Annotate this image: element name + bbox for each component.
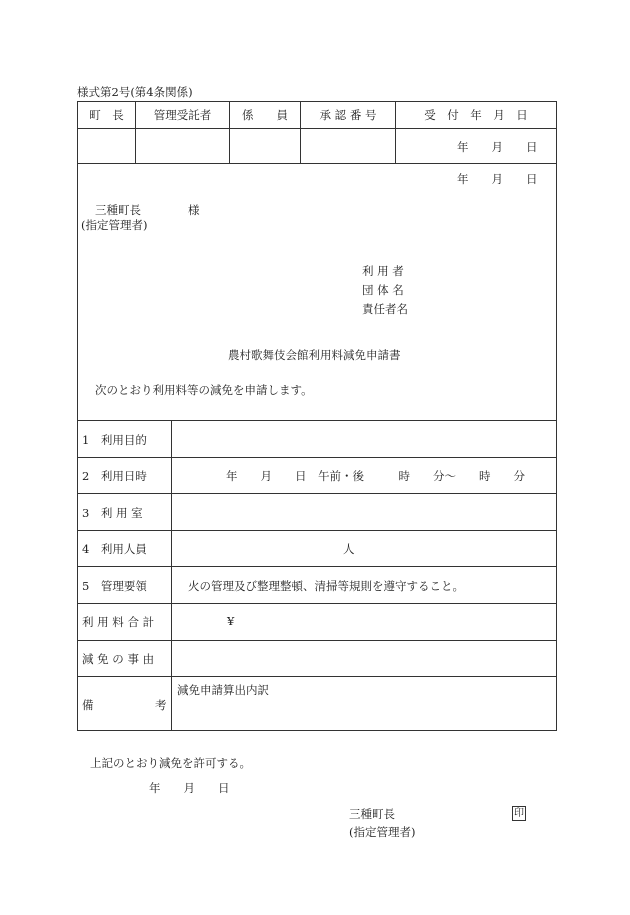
table-border [77,457,557,458]
applicant-label-user: 利 用 者 [362,264,404,278]
header-received-date: 受 付 年 月 日 [424,107,528,122]
application-date: 年 月 日 [457,172,538,186]
form-border [77,730,557,731]
form-border [77,163,78,731]
addressee-sub: (指定管理者) [81,218,148,232]
application-statement: 次のとおり利用料等の減免を申請します。 [95,383,313,397]
detail-value-rules: 火の管理及び整理整頓、清掃等規則を遵守すること。 [188,579,464,593]
table-border [77,676,557,677]
detail-value-total-fee: ¥ [227,614,235,628]
header-manager: 管理受託者 [153,107,212,122]
table-border [77,530,557,531]
table-border [171,420,172,730]
detail-label-datetime: 2 利用日時 [82,469,147,483]
approval-date: 年 月 日 [149,781,230,795]
approval-authority: 三種町長 [349,807,395,821]
table-border [77,128,557,129]
detail-label-remarks-right: 考 [155,698,167,712]
received-date-value: 年 月 日 [457,140,538,154]
detail-label-purpose: 1 利用目的 [82,433,147,447]
table-border [77,566,557,567]
document-title: 農村歌舞伎会館利用料減免申請書 [228,348,401,362]
detail-label-remarks-left: 備 [82,698,94,712]
detail-label-room: 3 利 用 室 [82,506,143,520]
table-border [77,493,557,494]
table-border [77,420,557,421]
seal-mark: 印 [514,808,524,819]
header-staff: 係 員 [242,107,288,122]
form-border [556,163,557,731]
table-border [77,603,557,604]
detail-label-rules: 5 管理要領 [82,579,147,593]
table-border [77,640,557,641]
applicant-label-group: 団 体 名 [362,283,404,297]
detail-value-datetime: 年 月 日 午前・後 時 分～ 時 分 [226,469,525,483]
table-border [77,163,557,164]
header-approval-number: 承 認 番 号 [319,107,377,122]
approval-statement: 上記のとおり減免を許可する。 [90,756,251,770]
approval-authority-sub: (指定管理者) [349,825,416,839]
detail-value-remarks: 減免申請算出内訳 [177,683,269,697]
form-number: 様式第2号(第4条関係) [77,85,193,99]
detail-label-attendees: 4 利用人員 [82,542,147,556]
addressee: 三種町長 [95,203,141,217]
detail-label-total-fee: 利 用 料 合 計 [82,615,155,629]
table-border [556,101,557,163]
applicant-label-responsible: 責任者名 [362,302,408,316]
detail-label-reason: 減 免 の 事 由 [82,652,155,666]
detail-value-attendees: 人 [343,542,355,556]
addressee-honorific: 様 [188,203,200,217]
header-mayor: 町 長 [89,107,124,122]
